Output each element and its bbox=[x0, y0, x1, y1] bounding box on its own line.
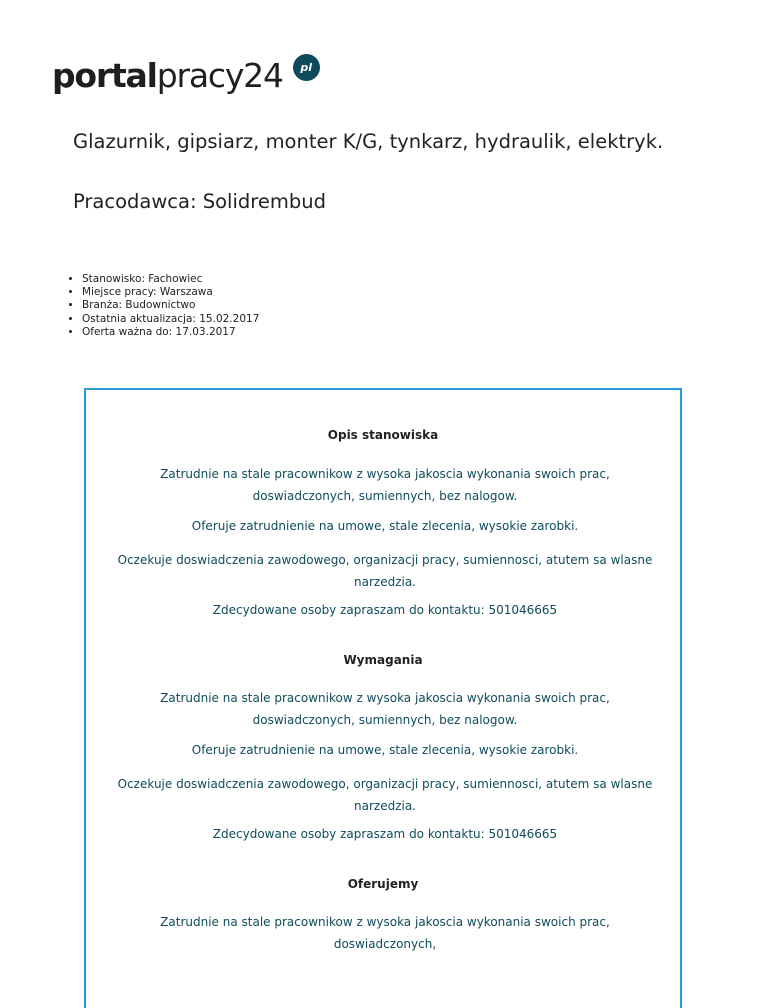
opis-paragraph-3: Oczekuje doswiadczenia zawodowego, organizacji pracy, sumiennosci, atutem sa wlasne narzedzia. bbox=[117, 553, 653, 589]
wymagania-paragraph-4: Zdecydowane osoby zapraszam do kontaktu: 501046665 bbox=[212, 827, 558, 841]
employer-name: Pracodawca: Solidrembud bbox=[73, 190, 326, 213]
detail-valid-until: • Oferta ważna do: 17.03.2017 bbox=[82, 326, 259, 339]
wymagania-paragraph-1: Zatrudnie na stale pracownikow z wysoka jakoscia wykonania swoich prac, doswiadczonych, sumiennych, bez nalogow. bbox=[160, 691, 610, 727]
logo-badge-icon: pl bbox=[293, 54, 320, 81]
opis-paragraph-4: Zdecydowane osoby zapraszam do kontaktu: 501046665 bbox=[212, 603, 558, 617]
job-details-list bbox=[64, 273, 259, 339]
detail-position: • Stanowisko: Fachowiec bbox=[82, 273, 259, 286]
detail-location: • Miejsce pracy: Warszawa bbox=[82, 286, 259, 299]
detail-last-update: • Ostatnia aktualizacja: 15.02.2017 bbox=[82, 313, 259, 326]
section-title-oferujemy: Oferujemy bbox=[347, 877, 419, 891]
opis-paragraph-1: Zatrudnie na stale pracownikow z wysoka jakoscia wykonania swoich prac, doswiadczonych, sumiennych, bez nalogow. bbox=[160, 467, 610, 503]
section-title-wymagania: Wymagania bbox=[343, 653, 423, 667]
section-title-opis: Opis stanowiska bbox=[327, 428, 439, 442]
opis-paragraph-2: Oferuje zatrudnienie na umowe, stale zlecenia, wysokie zarobki. bbox=[191, 519, 579, 533]
job-description-box bbox=[84, 388, 682, 1008]
job-title: Glazurnik, gipsiarz, monter K/G, tynkarz, hydraulik, elektryk. bbox=[73, 130, 664, 153]
oferujemy-paragraph-1: Zatrudnie na stale pracownikow z wysoka jakoscia wykonania swoich prac, doswiadczonych, bbox=[160, 915, 610, 951]
logo-wordmark bbox=[52, 52, 283, 100]
portal-logo[interactable] bbox=[52, 52, 320, 100]
logo-bold-part: portal bbox=[52, 56, 157, 95]
detail-industry: • Branża: Budownictwo bbox=[82, 299, 259, 312]
wymagania-paragraph-3: Oczekuje doswiadczenia zawodowego, organizacji pracy, sumiennosci, atutem sa wlasne narzedzia. bbox=[117, 777, 653, 813]
wymagania-paragraph-2: Oferuje zatrudnienie na umowe, stale zlecenia, wysokie zarobki. bbox=[191, 743, 579, 757]
logo-light-part: pracy24 bbox=[156, 56, 283, 95]
